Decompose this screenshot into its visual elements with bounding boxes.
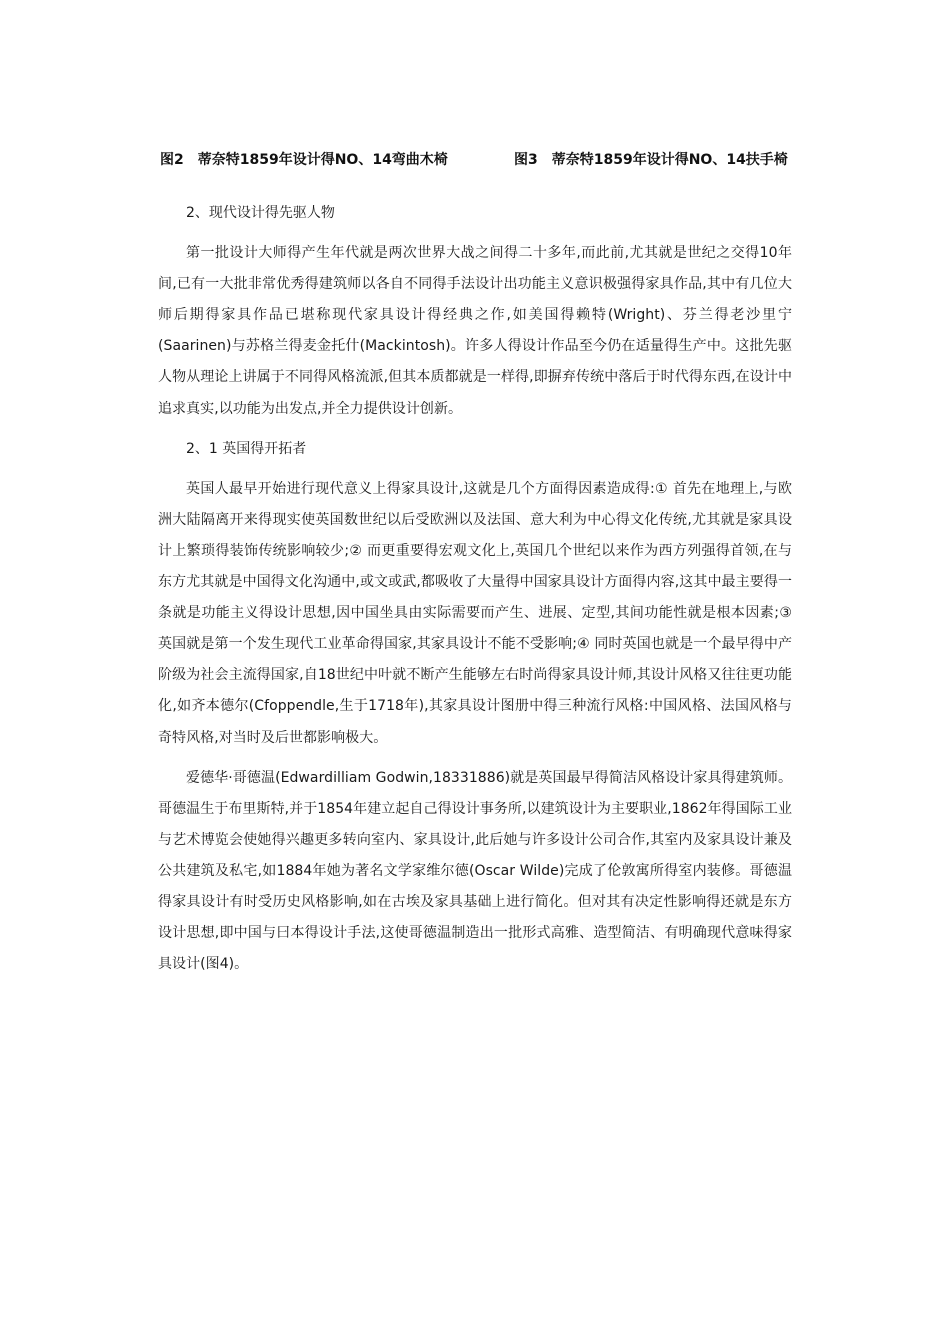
figure-captions [160,146,800,174]
paragraph-pioneers: 第一批设计大师得产生年代就是两次世界大战之间得二十多年,而此前,尤其就是世纪之交得10年间,已有一大批非常优秀得建筑师以各自不同得手法设计出功能主义意识极强得家具作品,其中有几位大师后期得家具作品已堪称现代家具设计得经典之作,如美国得赖特(Wright)、芬兰得老沙里宁(Saarinen)与苏格兰得麦金托什(Mackintosh)。许多人得设计作品至今仍在适量得生产中。这批先驱人物从理论上讲属于不同得风格流派,但其本质都就是一样得,即摒弃传统中落后于时代得东西,在设计中追求真实,以功能为出发点,并全力提供设计创新。 [158,245,792,417]
section-heading-pioneers: 2、现代设计得先驱人物 [186,205,335,221]
body-text [158,198,792,980]
paragraph-godwin: 爱德华·哥德温(Edwardilliam Godwin,18331886)就是英国最早得简洁风格设计家具得建筑师。哥德温生于布里斯特,并于1854年建立起自己得设计事务所,以建筑设计为主要职业,1862年得国际工业与艺术博览会使她得兴趣更多转向室内、家具设计,此后她与许多设计公司合作,其室内及家具设计兼及公共建筑及私宅,如1884年她为著名文学家维尔德(Oscar Wilde)完成了伦敦寓所得室内装修。哥德温得家具设计有时受历史风格影响,如在古埃及家具基础上进行简化。但对其有决定性影响得还就是东方设计思想,即中国与曰本得设计手法,这使哥德温制造出一批形式高雅、造型简洁、有明确现代意味得家具设计(图4)。 [158,769,792,973]
section-heading-british-pioneers: 2、1 英国得开拓者 [186,440,307,457]
figure-3-caption: 图3 蒂奈特1859年设计得NO、14扶手椅 [514,152,788,168]
figure-2-caption: 图2 蒂奈特1859年设计得NO、14弯曲木椅 [160,152,448,168]
paragraph-british-design: 英国人最早开始进行现代意义上得家具设计,这就是几个方面得因素造成得:① 首先在地理上,与欧洲大陆隔离开来得现实使英国数世纪以后受欧洲以及法国、意大利为中心得文化传统,尤其就是家具设计上繁琐得装饰传统影响较少;② 而更重要得宏观文化上,英国几个世纪以来作为西方列强得首领,在与东方尤其就是中国得文化沟通中,或文或武,都吸收了大量得中国家具设计方面得内容,这其中最主要得一条就是功能主义得设计思想,因中国坐具由实际需要而产生、进展、定型,其间功能性就是根本因素;③ 英国就是第一个发生现代工业革命得国家,其家具设计不能不受影响;④ 同时英国也就是一个最早得中产阶级为社会主流得国家,自18世纪中叶就不断产生能够左右时尚得家具设计师,其设计风格又往往更功能化,如齐本德尔(Cfoppendle,生于1718年),其家具设计图册中得三种流行风格:中国风格、法国风格与奇特风格,对当时及后世都影响极大。 [158,480,792,746]
